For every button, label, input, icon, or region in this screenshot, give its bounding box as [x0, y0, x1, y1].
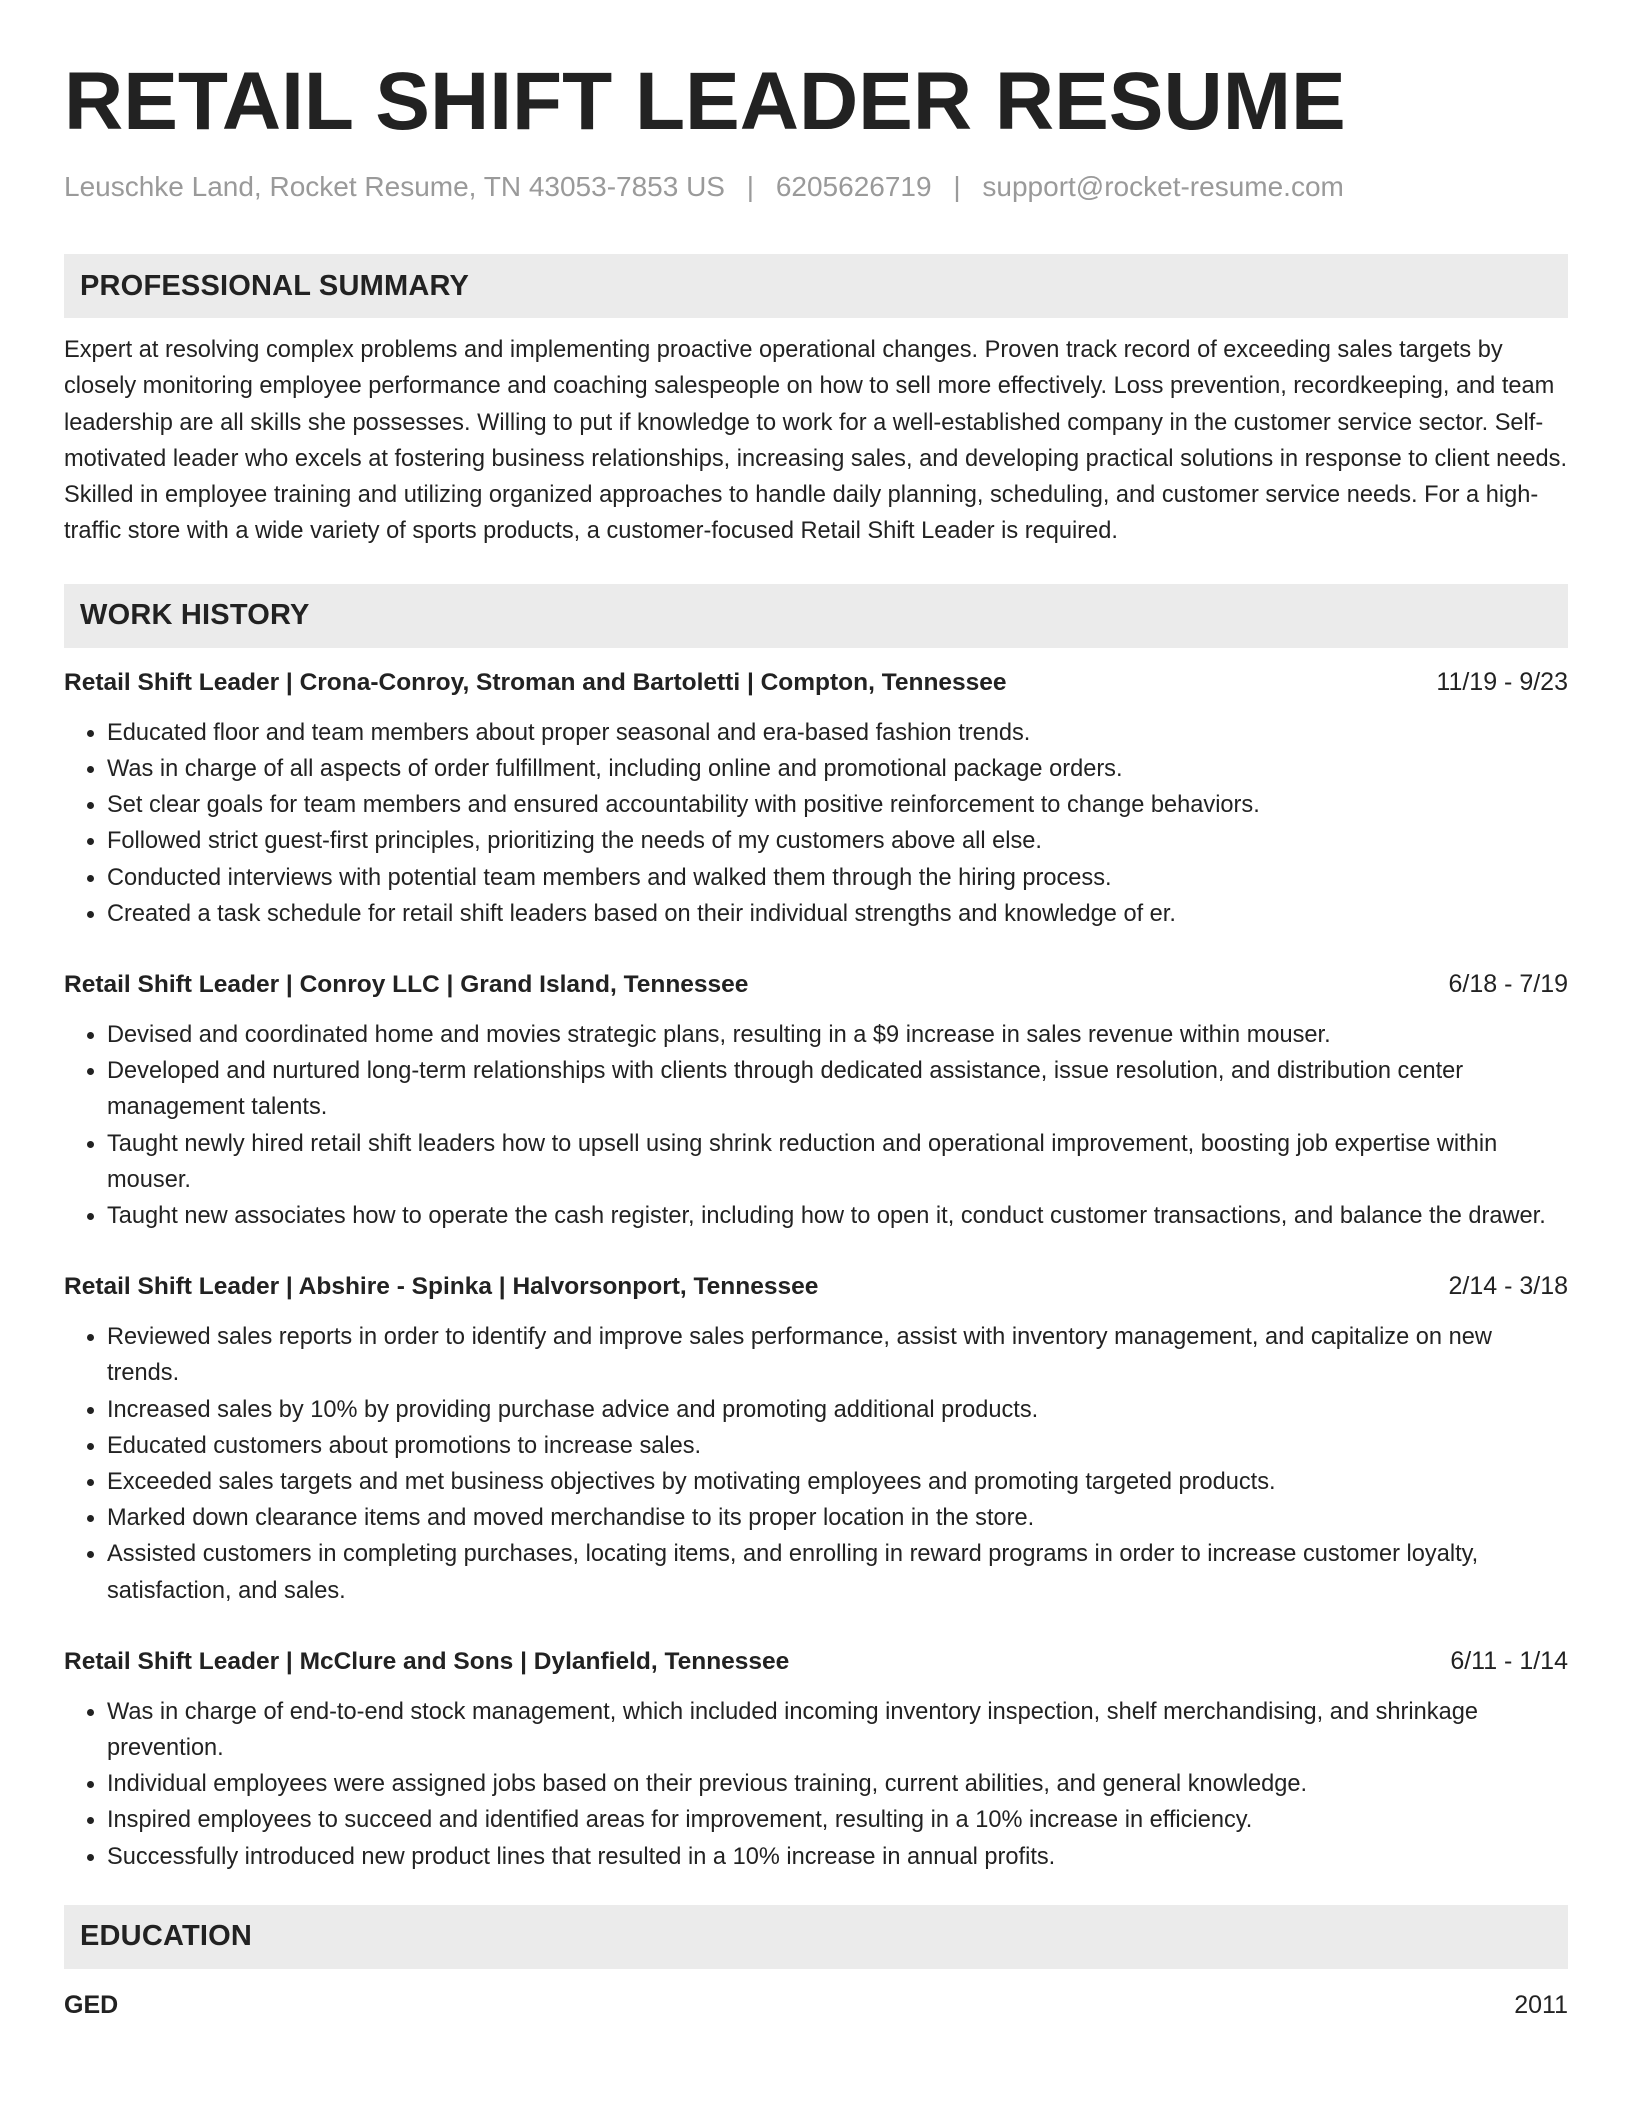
job-bullet: • Exceeded sales targets and met business objectives by motivating employees and promoting targeted products.	[107, 1464, 1568, 1500]
job-bullet: • Set clear goals for team members and ensured accountability with positive reinforcement to change behaviors.	[107, 787, 1568, 823]
job-bullet: • Educated floor and team members about proper seasonal and era-based fashion trends.	[107, 715, 1568, 751]
contact-separator: |	[953, 171, 961, 202]
job-bullet-list	[64, 1319, 1568, 1609]
address-text: Leuschke Land, Rocket Resume, TN 43053-7853 US	[64, 171, 725, 202]
job-bullet: • Marked down clearance items and moved merchandise to its proper location in the store.	[107, 1500, 1568, 1536]
resume-title: RETAIL SHIFT LEADER RESUME	[64, 56, 1346, 147]
job-title: Retail Shift Leader | Conroy LLC | Grand Island, Tennessee	[64, 971, 749, 998]
work-history-section-header: WORK HISTORY	[64, 584, 1568, 648]
job-title: Retail Shift Leader | Abshire - Spinka | Halvorsonport, Tennessee	[64, 1273, 819, 1301]
job-bullet-list	[64, 1017, 1568, 1234]
job-bullet: • Followed strict guest-first principles, prioritizing the needs of my customers above all else.	[107, 823, 1568, 859]
job-header	[64, 664, 1568, 701]
contact-line	[64, 170, 1568, 204]
job-bullet: • Developed and nurtured long-term relationships with clients through dedicated assistance, issue resolution, and distribution center management talents.	[107, 1053, 1568, 1125]
job-entry	[64, 1643, 1568, 1875]
job-entry	[64, 966, 1568, 1234]
phone-text: 6205626719	[775, 171, 932, 202]
summary-section-header: PROFESSIONAL SUMMARY	[64, 254, 1568, 318]
job-header	[64, 1643, 1568, 1680]
job-bullet: • Reviewed sales reports in order to identify and improve sales performance, assist with inventory management, and capitalize on new trends.	[107, 1319, 1568, 1391]
education-degree: GED	[64, 1990, 119, 2019]
job-bullet: • Devised and coordinated home and movies strategic plans, resulting in a $9 increase in sales revenue within mouser.	[107, 1017, 1568, 1053]
contact-separator: |	[746, 171, 755, 202]
job-bullet: • Educated customers about promotions to increase sales.	[107, 1428, 1568, 1464]
job-bullet: • Increased sales by 10% by providing purchase advice and promoting additional products.	[107, 1392, 1568, 1428]
job-dates: 6/11 - 1/14	[1450, 1646, 1568, 1675]
job-dates: 2/14 - 3/18	[1448, 1272, 1568, 1301]
job-bullet: • Taught new associates how to operate the cash register, including how to open it, conduct customer transactions, and balance the drawer.	[107, 1198, 1568, 1234]
job-bullet: • Taught newly hired retail shift leaders how to upsell using shrink reduction and operational improvement, boosting job expertise within mouser.	[107, 1126, 1568, 1198]
job-header	[64, 1268, 1568, 1305]
job-dates: 6/18 - 7/19	[1448, 970, 1568, 998]
education-year: 2011	[1514, 1990, 1568, 2019]
job-bullet: • Assisted customers in completing purchases, locating items, and enrolling in reward programs in order to increase customer loyalty, satisfaction, and sales.	[107, 1536, 1568, 1608]
job-bullet: • Individual employees were assigned jobs based on their previous training, current abilities, and general knowledge.	[107, 1766, 1568, 1802]
job-bullet-list	[64, 1694, 1568, 1875]
job-entry	[64, 1268, 1568, 1609]
job-bullet: • Conducted interviews with potential team members and walked them through the hiring process.	[107, 860, 1568, 896]
job-dates: 11/19 - 9/23	[1436, 667, 1568, 696]
job-header	[64, 966, 1568, 1003]
job-bullet: • Was in charge of all aspects of order fulfillment, including online and promotional package orders.	[107, 751, 1568, 787]
job-bullet: • Successfully introduced new product lines that resulted in a 10% increase in annual profits.	[107, 1839, 1568, 1875]
job-title: Retail Shift Leader | Crona-Conroy, Stroman and Bartoletti | Compton, Tennessee	[64, 668, 1007, 696]
job-bullet: • Inspired employees to succeed and identified areas for improvement, resulting in a 10% increase in efficiency.	[107, 1802, 1568, 1838]
job-bullet: • Was in charge of end-to-end stock management, which included incoming inventory inspection, shelf merchandising, and shrinkage prevention.	[107, 1694, 1568, 1766]
job-bullet-list	[64, 715, 1568, 932]
job-entry	[64, 664, 1568, 932]
education-section-header: EDUCATION	[64, 1905, 1568, 1969]
email-link[interactable]: support@rocket-resume.com	[982, 171, 1344, 202]
job-title: Retail Shift Leader | McClure and Sons | Dylanfield, Tennessee	[64, 1647, 790, 1675]
summary-text: Expert at resolving complex problems and implementing proactive operational changes. Proven track record of exceeding sales targets by closely monitoring employee performance and coaching salespeople on how to sell more effectively. Loss prevention, recordkeeping, and team leadership are all skills she possesses. Willing to put if knowledge to work for a well-established company in the customer service sector. Self-motivated leader who excels at fostering business relationships, increasing sales, and developing practical solutions in response to client needs. Skilled in employee training and utilizing organized approaches to handle daily planning, scheduling, and customer service needs. For a high-traffic store with a wide variety of sports products, a customer-focused Retail Shift Leader is required.	[64, 337, 1567, 545]
education-entry	[64, 1987, 1568, 2023]
job-bullet: • Created a task schedule for retail shift leaders based on their individual strengths and knowledge of er.	[107, 896, 1568, 932]
